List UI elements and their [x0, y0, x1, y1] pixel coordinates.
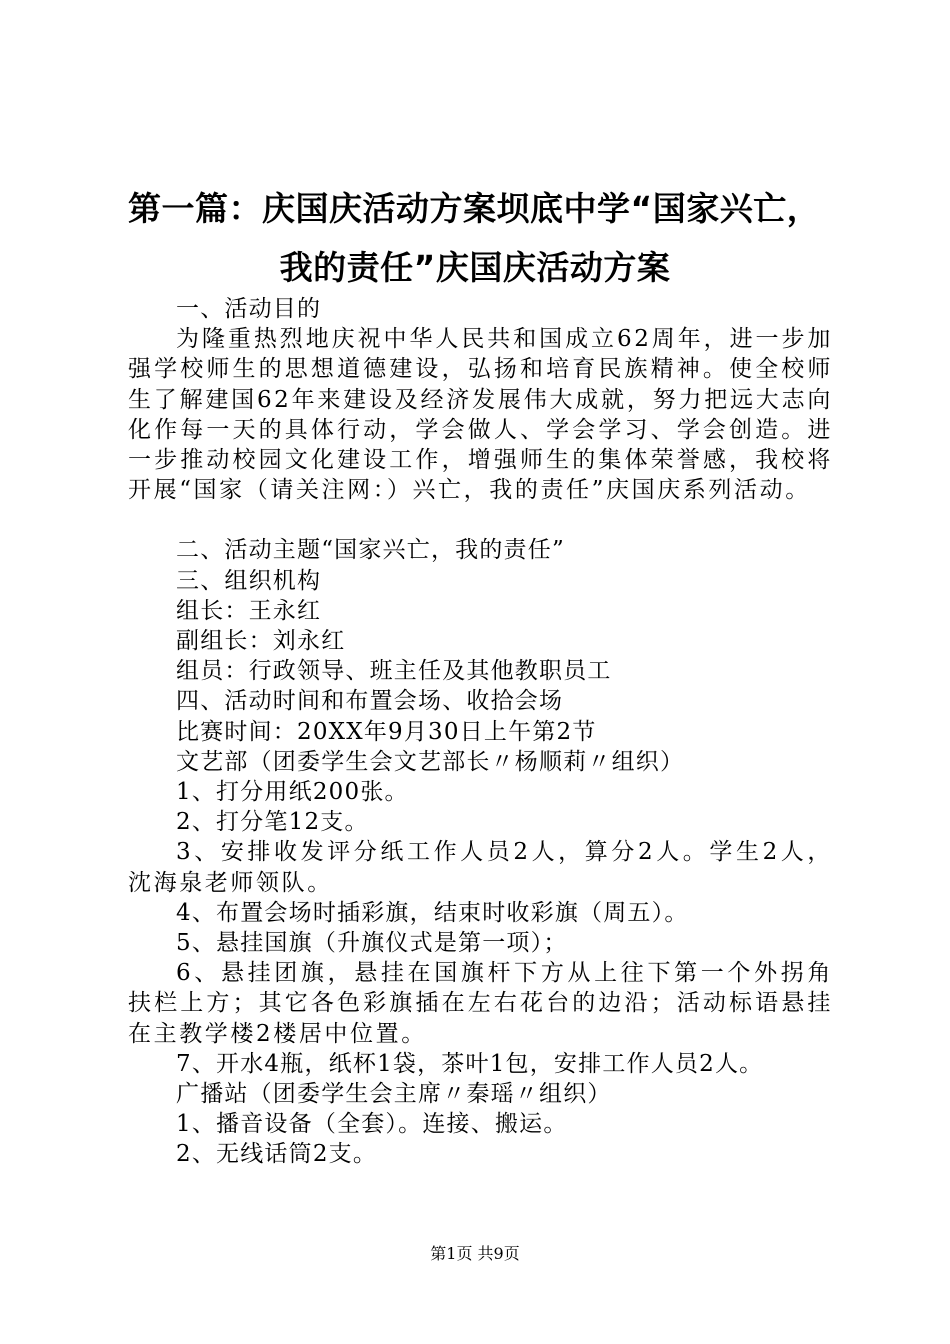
text-line-contest-time: 比赛时间：20XX年9月30日上午第2节	[176, 718, 597, 745]
text-line-leader: 组长：王永红	[176, 597, 322, 624]
document-body	[128, 294, 833, 1170]
document-title-line-1: 第一篇：庆国庆活动方案坝底中学“国家兴亡，	[128, 189, 821, 228]
text-line-deputy-leader: 副组长：刘永红	[176, 628, 346, 655]
page-number-footer: 第1页 共9页	[430, 1244, 520, 1263]
list-item: 4、布置会场时插彩旗，结束时收彩旗（周五）。	[176, 899, 689, 926]
list-item: 7、开水4瓶，纸杯1袋，茶叶1包，安排工作人员2人。	[176, 1050, 764, 1077]
paragraph-gap	[128, 505, 833, 535]
list-item: 1、打分用纸200张。	[176, 779, 409, 806]
list-item: 3、安排收发评分纸工作人员2人，算分2人。学生2人，沈海泉老师领队。	[128, 839, 833, 896]
list-item: 2、无线话筒2支。	[176, 1141, 378, 1168]
list-item: 5、悬挂国旗（升旗仪式是第一项）；	[176, 930, 568, 957]
section-heading-schedule: 四、活动时间和布置会场、收拾会场	[176, 688, 564, 715]
list-item: 2、打分笔12支。	[176, 809, 369, 836]
section-heading-organization: 三、组织机构	[176, 567, 322, 594]
document-title-line-2: 我的责任”庆国庆活动方案	[279, 248, 671, 287]
paragraph-purpose: 为隆重热烈地庆祝中华人民共和国成立62周年，进一步加强学校师生的思想道德建设，弘扬和培育民族精神。使全校师生了解建国62年来建设及经济发展伟大成就，努力把远大志向化作每一天的具体行动，学会做人、学会学习、学会创造。进一步推动校园文化建设工作，增强师生的集体荣誉感，我校将开展“国家（请关注网：）兴亡，我的责任”庆国庆系列活动。	[128, 326, 833, 504]
section-heading-theme: 二、活动主题“国家兴亡，我的责任”	[176, 537, 565, 564]
list-item: 6、悬挂团旗，悬挂在国旗杆下方从上往下第一个外拐角扶栏上方；其它各色彩旗插在左右花台的边沿；活动标语悬挂在主教学楼2楼居中位置。	[128, 960, 833, 1047]
section-heading-purpose: 一、活动目的	[176, 296, 322, 322]
text-line-members: 组员：行政领导、班主任及其他教职员工	[176, 658, 612, 685]
list-item: 1、播音设备（全套）。连接、搬运。	[176, 1111, 568, 1138]
text-line-arts-department: 文艺部（团委学生会文艺部长〃杨顺莉〃组织）	[176, 748, 685, 775]
text-line-broadcast-station: 广播站（团委学生会主席〃秦瑶〃组织）	[176, 1081, 612, 1108]
